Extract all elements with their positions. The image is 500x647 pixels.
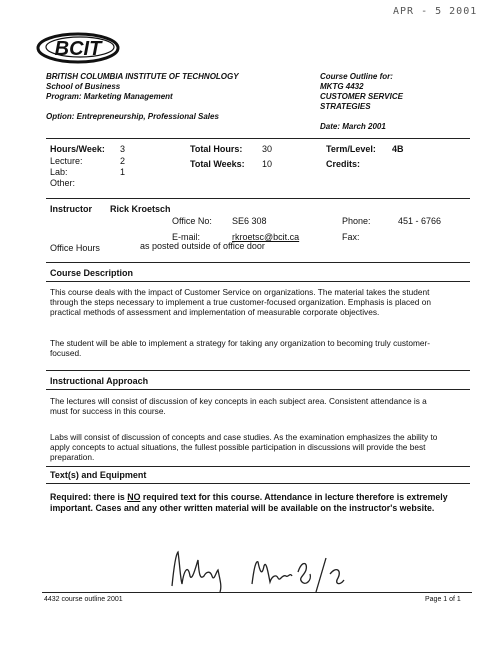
lecture-label: Lecture: (50, 156, 83, 166)
divider (46, 370, 470, 371)
signature-text: M Kroetsch March 28/01 (166, 546, 177, 547)
lab-label: Lab: (50, 167, 68, 177)
total-hours-label: Total Hours: (190, 144, 243, 154)
divider (46, 281, 470, 282)
instructional-approach-heading: Instructional Approach (50, 376, 149, 386)
bcit-logo (34, 26, 124, 72)
text-equipment-heading: Text(s) and Equipment (50, 470, 147, 480)
divider (46, 262, 470, 263)
footer-divider (42, 592, 472, 593)
fax-label: Fax: (342, 232, 360, 242)
course-description-outcome: The student will be able to implement a strategy for taking any organization to becoming truly customer-focused. (50, 338, 431, 358)
course-title-line1: CUSTOMER SERVICE (320, 92, 403, 101)
office-no-value: SE6 308 (232, 216, 267, 226)
email-label: E-mail: (172, 232, 201, 242)
phone-value: 451 - 6766 (398, 216, 442, 226)
required-text-paragraph (50, 492, 450, 514)
labs-paragraph: Labs will consist of discussion of concepts and case studies. As the examination emphasizes the ability to apply concepts to actual situations, the fullest possible participation in discussions will provide the best preparation. (50, 432, 438, 462)
email-link[interactable]: rkroetsc@bcit.ca (232, 232, 300, 242)
required-prefix: Required: there is (50, 492, 128, 502)
lecture-value: 2 (120, 156, 126, 166)
total-hours-value: 30 (262, 144, 273, 154)
total-weeks-label: Total Weeks: (190, 159, 245, 169)
hours-week-value: 3 (120, 144, 126, 154)
lectures-paragraph: The lectures will consist of discussion of key concepts in each subject area. Consistent attendance is a must for success in this course. (50, 396, 427, 416)
office-hours-value: as posted outside of office door (140, 241, 265, 251)
office-no-label: Office No: (172, 216, 212, 226)
term-level-label: Term/Level: (326, 144, 376, 154)
phone-label: Phone: (342, 216, 371, 226)
course-date: Date: March 2001 (320, 122, 386, 131)
course-description-paragraph: This course deals with the impact of Customer Service on organizations. The material takes the student through the steps necessary to implement a true customer-focused organization. Emphasis is placed on practical methods of assessment and implementation of measurable corporate objectives. (50, 287, 431, 317)
footer-page-number: Page 1 of 1 (425, 596, 461, 603)
divider (46, 483, 470, 484)
divider (46, 138, 470, 139)
office-hours-label: Office Hours (50, 243, 100, 253)
lab-value: 1 (120, 167, 126, 177)
footer-left: 4432 course outline 2001 (44, 596, 123, 603)
school-name: School of Business (46, 82, 121, 91)
divider (46, 466, 470, 467)
total-weeks-value: 10 (262, 159, 273, 169)
term-level-value: 4B (392, 144, 404, 154)
outline-label: Course Outline for: (320, 72, 393, 81)
credits-label: Credits: (326, 159, 361, 169)
required-suffix: required text for this course. Attendance in lecture therefore is extremely important. Cases and any other written material will be available on the instructor's website. (50, 492, 448, 513)
instructor-label: Instructor (50, 204, 93, 214)
logo-text: BCIT (54, 38, 102, 60)
course-description-heading: Course Description (50, 268, 134, 278)
option-name: Option: Entrepreneurship, Professional Sales (46, 112, 219, 121)
course-code: MKTG 4432 (320, 82, 364, 91)
program-name: Program: Marketing Management (46, 92, 173, 101)
divider (46, 198, 470, 199)
institution-name: BRITISH COLUMBIA INSTITUTE OF TECHNOLOGY (46, 72, 239, 81)
instructor-name: Rick Kroetsch (110, 204, 171, 214)
handwritten-signature (166, 546, 366, 594)
required-no: NO (127, 492, 141, 502)
hours-week-label: Hours/Week: (50, 144, 105, 154)
course-title-line2: STRATEGIES (320, 102, 371, 111)
other-label: Other: (50, 178, 76, 188)
received-date-stamp: APR - 5 2001 (393, 6, 478, 17)
divider (46, 389, 470, 390)
